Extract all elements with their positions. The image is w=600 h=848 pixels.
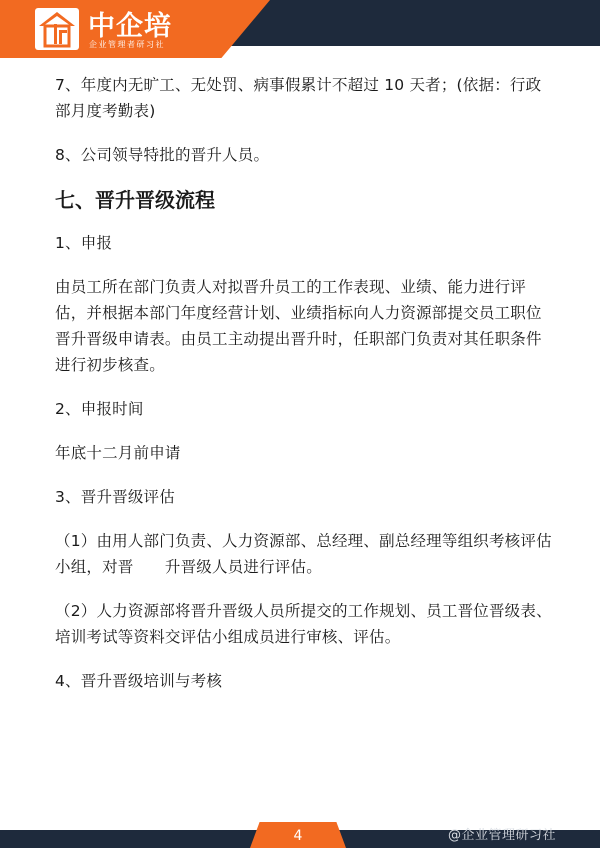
house-logo-icon [35, 8, 79, 50]
step-3-point-1: （1）由用人部门负责、人力资源部、总经理、副总经理等组织考核评估小组，对晋 升晋级人员进行评估。 [55, 532, 552, 576]
step-1-body: 由员工所在部门负责人对拟晋升员工的工作表现、业绩、能力进行评估，并根据本部门年度经营计划、业绩指标向人力资源部提交员工职位晋升晋级申请表。由员工主动提出晋升时，任职部门负责对其任职条件进行初步核查。 [55, 278, 542, 374]
step-4-title: 4、晋升晋级培训与考核 [55, 672, 223, 690]
brand-subtitle: 企业管理者研习社 [89, 40, 165, 49]
watermark: @企业管理研习社 [448, 828, 557, 843]
document-body [55, 72, 555, 712]
step-3-point-2: （2）人力资源部将晋升晋级人员所提交的工作规划、员工晋位晋级表、培训考试等资料交评估小组成员进行审核、评估。 [55, 602, 552, 646]
step-3-title: 3、晋升晋级评估 [55, 488, 175, 506]
section-heading: 七、晋升晋级流程 [55, 188, 215, 212]
criterion-8: 8、公司领导特批的晋升人员。 [55, 146, 270, 164]
step-2-body: 年底十二月前申请 [55, 444, 181, 462]
page-number: 4 [293, 828, 303, 844]
criterion-7: 7、年度内无旷工、无处罚、病事假累计不超过 10 天者；(依据：行政部月度考勤表) [55, 76, 542, 120]
step-2-title: 2、申报时间 [55, 400, 144, 418]
brand-name: 中企培 [88, 11, 172, 42]
step-1-title: 1、申报 [55, 234, 113, 252]
